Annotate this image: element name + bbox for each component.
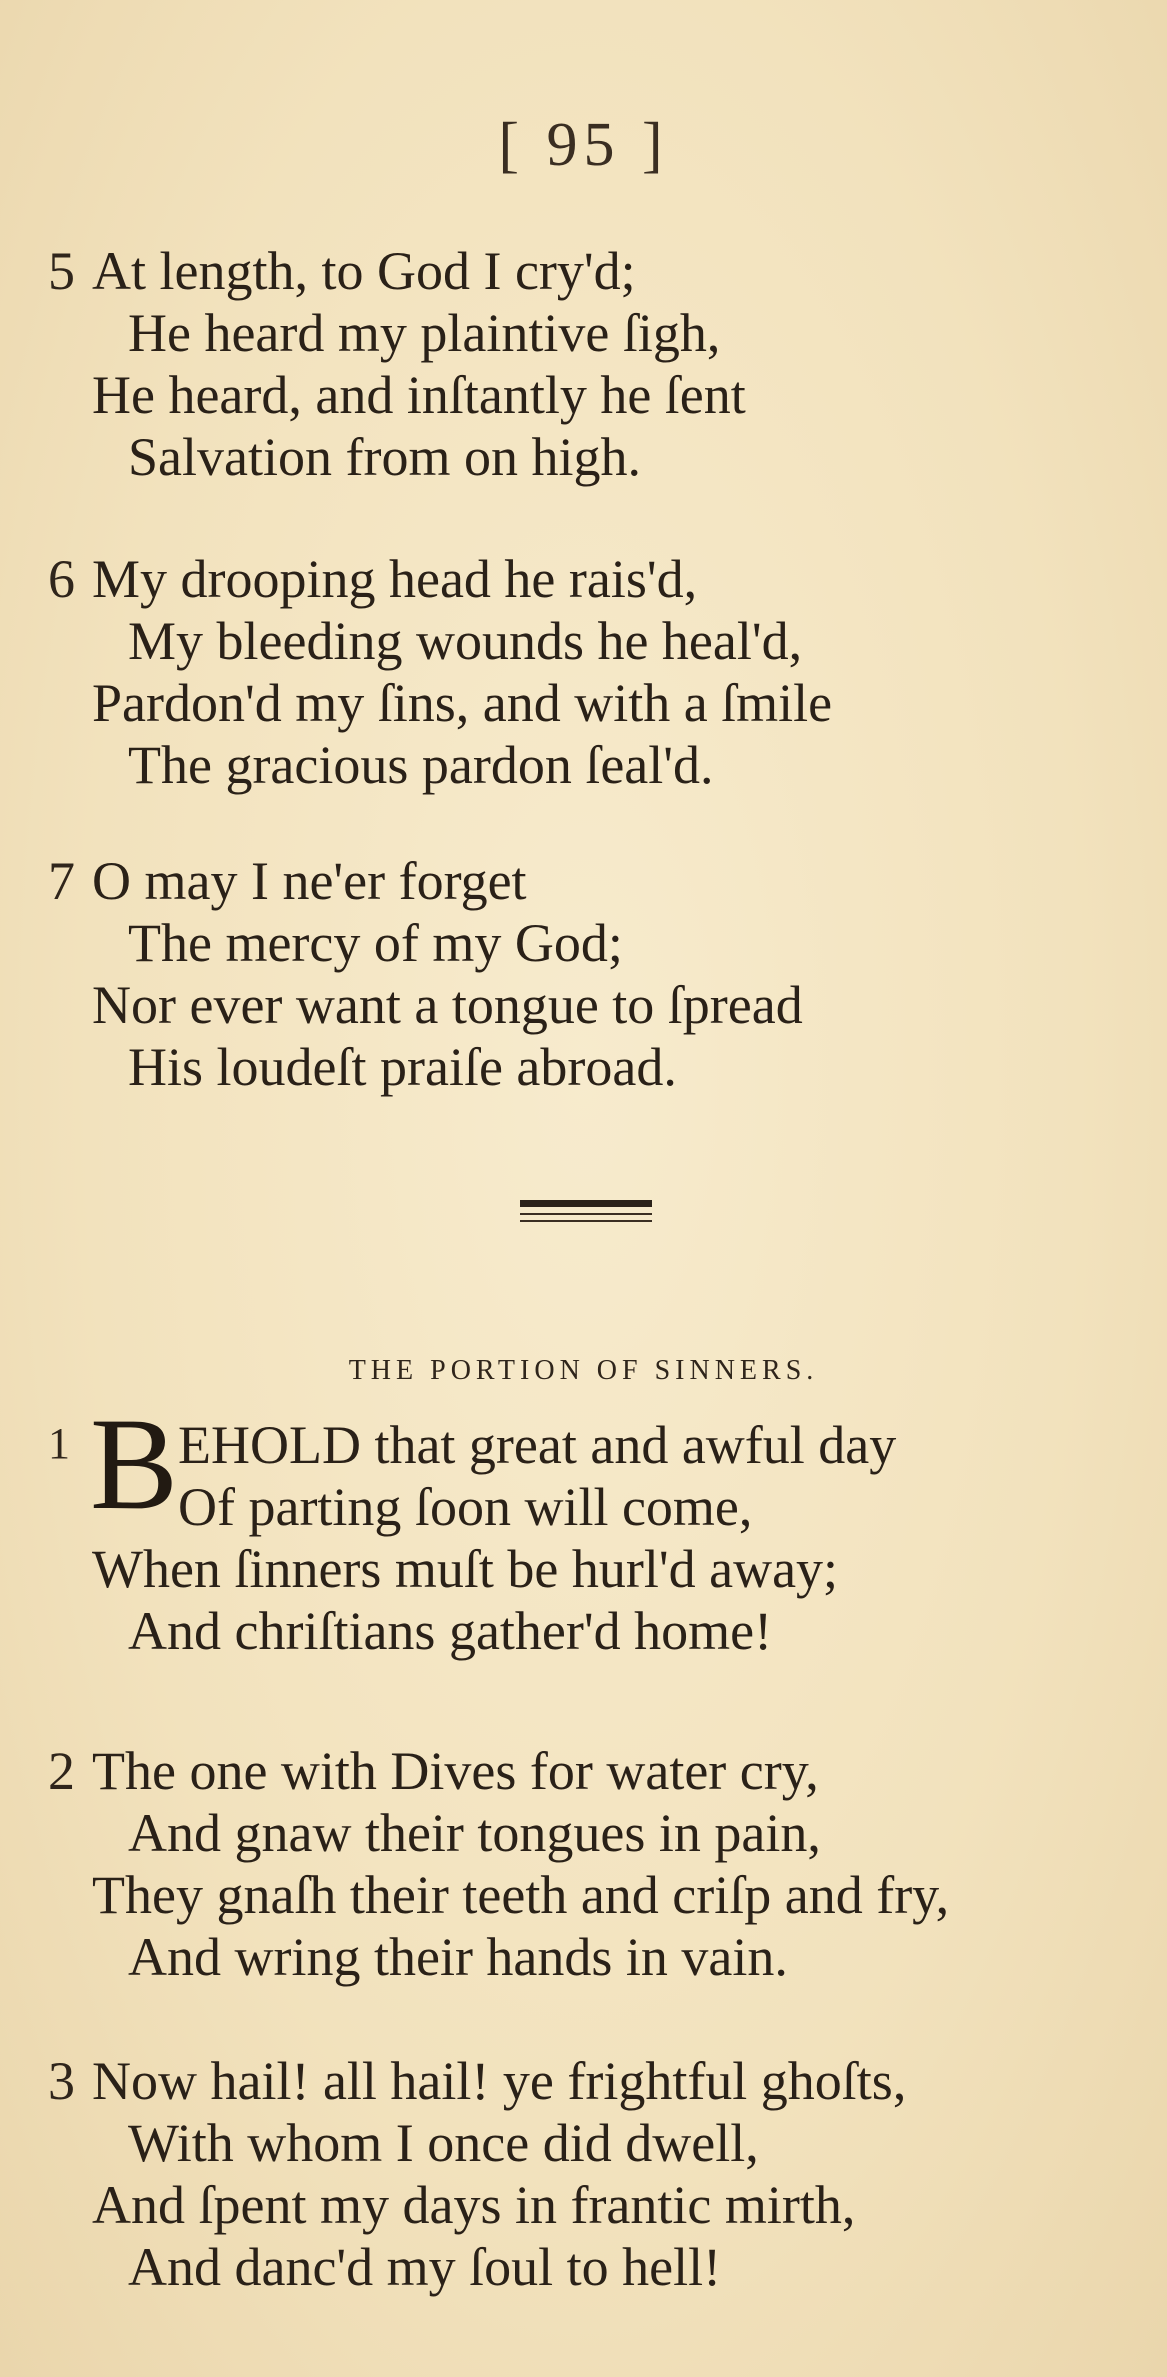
verse-line: The one with Dives for water cry, (92, 1741, 819, 1801)
ornamental-divider (520, 1200, 652, 1227)
verse-line: And chriſtians gather'd home! (128, 1601, 773, 1661)
verse-line: Pardon'd my ſins, and with a ſmile (92, 673, 833, 733)
stanza-number: 6 (48, 549, 75, 609)
verse-line: The gracious pardon ſeal'd. (128, 735, 714, 795)
verse-line: They gnaſh their teeth and criſp and fry, (92, 1865, 950, 1925)
verse-line: And gnaw their tongues in pain, (128, 1803, 821, 1863)
stanza-number: 2 (48, 1741, 75, 1801)
verse-line: My bleeding wounds he heal'd, (128, 611, 803, 671)
verse-line: Nor ever want a tongue to ſpread (92, 975, 803, 1035)
verse-line: He heard my plaintive ſigh, (128, 303, 721, 363)
divider-thin-rule (520, 1213, 652, 1215)
verse-line: Salvation from on high. (128, 427, 641, 487)
verse-line: Now hail! all hail! ye frightful ghoſts, (92, 2051, 907, 2111)
stanza-number: 7 (48, 851, 75, 911)
verse-line: My drooping head he rais'd, (92, 549, 698, 609)
hymn-title: THE PORTION OF SINNERS. (348, 1355, 819, 1386)
stanza-number: 3 (48, 2051, 75, 2111)
stanza-number: 5 (48, 241, 75, 301)
verse-line: At length, to God I cry'd; (92, 241, 636, 301)
verse-line: And wring their hands in vain. (128, 1927, 788, 1987)
stanza-number: 1 (48, 1419, 70, 1468)
divider-thick-rule (520, 1200, 652, 1207)
verse-line: His loudeſt praiſe abroad. (128, 1037, 677, 1097)
page-number: [ 95 ] (498, 111, 669, 179)
verse-line: And ſpent my days in frantic mirth, (92, 2175, 856, 2235)
verse-line: And danc'd my ſoul to hell! (128, 2237, 722, 2297)
verse-line: The mercy of my God; (128, 913, 623, 973)
verse-line: He heard, and inſtantly he ſent (92, 365, 746, 425)
divider-thin-rule (520, 1220, 652, 1222)
verse-line: O may I ne'er forget (92, 851, 527, 911)
verse-line: When ſinners muſt be hurl'd away; (92, 1539, 839, 1599)
verse-line: With whom I once did dwell, (128, 2113, 759, 2173)
verse-line: EHOLD that great and awful day (178, 1415, 897, 1475)
verse-line: Of parting ſoon will come, (178, 1477, 753, 1537)
drop-cap: B (90, 1390, 179, 1537)
